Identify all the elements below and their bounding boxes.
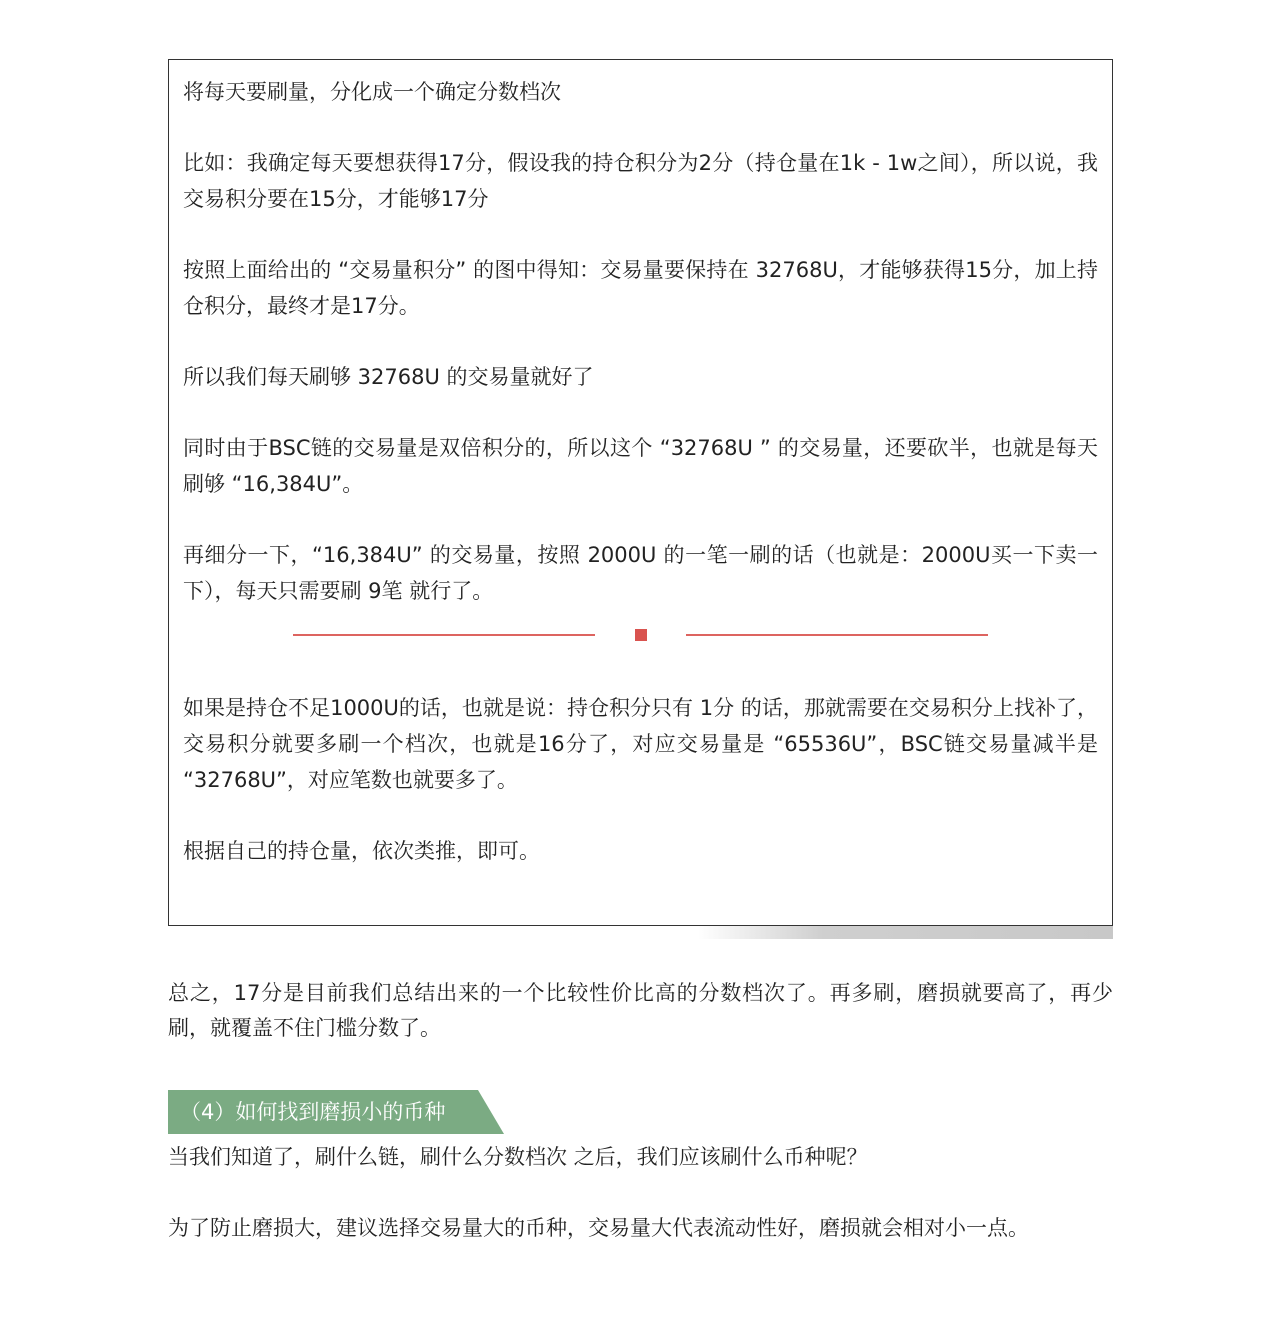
summary-paragraph: 总之，17分是目前我们总结出来的一个比较性价比高的分数档次了。再多刷，磨损就要高了，再少刷，就覆盖不住门槛分数了。	[168, 981, 1113, 1040]
box-paragraph-8: 根据自己的持仓量，依次类推，即可。	[183, 839, 540, 863]
section-paragraph-2: 为了防止磨损大，建议选择交易量大的币种，交易量大代表流动性好，磨损就会相对小一点。	[168, 1216, 1029, 1240]
strategy-box-wrapper	[168, 59, 1113, 939]
box-paragraph-7: 如果是持仓不足1000U的话，也就是说：持仓积分只有 1分 的话，那就需要在交易积分上找补了，交易积分就要多刷一个档次，也就是16分了，对应交易量是 “65536U”，BSC链交易量减半是 “32768U”，对应笔数也就要多了。	[183, 696, 1098, 792]
box-paragraph-6: 再细分一下，“16,384U” 的交易量，按照 2000U 的一笔一刷的话（也就是：2000U买一下卖一下），每天只需要刷 9笔 就行了。	[183, 543, 1098, 603]
section-heading	[168, 1090, 1113, 1134]
box-shadow	[698, 925, 1113, 939]
box-paragraph-3: 按照上面给出的 “交易量积分” 的图中得知：交易量要保持在 32768U，才能够获得15分，加上持仓积分，最终才是17分。	[183, 258, 1098, 318]
divider-line-right	[686, 634, 988, 636]
divider-line-left	[293, 634, 595, 636]
article	[168, 59, 1113, 1246]
box-paragraph-4: 所以我们每天刷够 32768U 的交易量就好了	[183, 365, 594, 389]
article-body	[168, 976, 1113, 1246]
strategy-box-content	[183, 74, 1098, 869]
box-paragraph-1: 将每天要刷量，分化成一个确定分数档次	[183, 80, 561, 104]
box-paragraph-2: 比如：我确定每天要想获得17分，假设我的持仓积分为2分（持仓量在1k - 1w之间），所以说，我交易积分要在15分，才能够17分	[183, 151, 1098, 211]
section-divider	[183, 618, 1098, 654]
divider-square-icon	[635, 629, 647, 641]
section-paragraph-1: 当我们知道了，刷什么链，刷什么分数档次 之后，我们应该刷什么币种呢？	[168, 1145, 868, 1169]
box-paragraph-5: 同时由于BSC链的交易量是双倍积分的，所以这个 “32768U ” 的交易量，还要砍半，也就是每天刷够 “16,384U”。	[183, 436, 1098, 496]
strategy-box	[168, 59, 1113, 926]
section-heading-title: （4）如何找到磨损小的币种	[180, 1100, 446, 1124]
